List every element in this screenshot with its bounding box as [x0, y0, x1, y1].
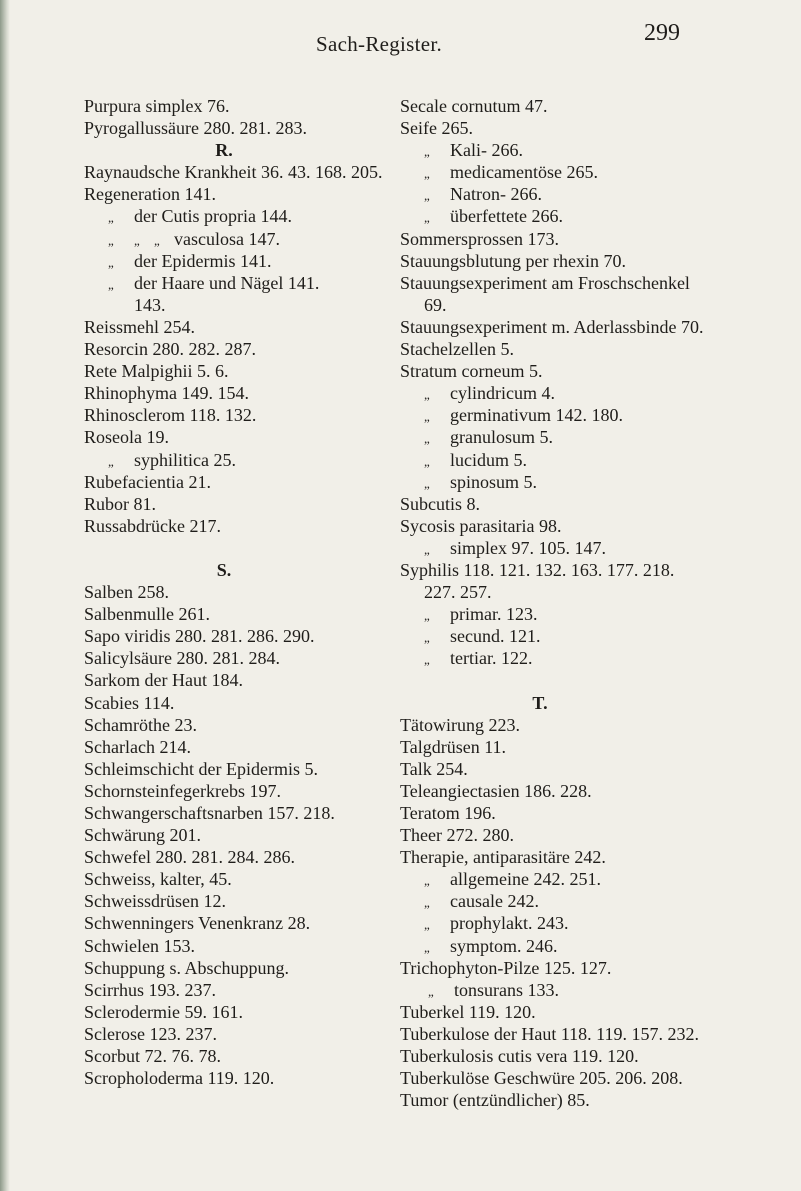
index-continuation: 143.: [134, 294, 166, 315]
index-entry: Talk 254.: [400, 758, 468, 779]
ditto-mark: „: [424, 144, 430, 160]
index-entry: Salicylsäure 280. 281. 284.: [84, 648, 280, 669]
ditto-mark: „: [424, 652, 430, 668]
index-subentry: „ causale 242.: [400, 890, 700, 912]
ditto-mark: „: [108, 254, 114, 270]
index-entry: Resorcin 280. 282. 287.: [84, 339, 256, 360]
index-entry: Teratom 196.: [400, 803, 496, 823]
ditto-mark: „: [424, 541, 430, 557]
ditto-mark: „: [424, 166, 430, 182]
left-column: [84, 95, 384, 1089]
ditto-mark: „: [108, 276, 114, 292]
index-entry: Regeneration 141.: [84, 184, 216, 205]
index-entry: Sarkom der Haut 184.: [84, 670, 243, 691]
index-entry: Scirrhus 193. 237.: [84, 979, 216, 1000]
ditto-mark: „: [108, 232, 114, 248]
right-column: [400, 95, 704, 1111]
section-letter-t: T.: [532, 692, 548, 713]
index-entry: Schleimschicht der Epidermis 5.: [84, 758, 318, 779]
index-continuation: 69.: [424, 294, 447, 315]
ditto-mark: „: [428, 983, 434, 999]
index-entry: Salben 258.: [84, 582, 169, 603]
index-subentry: „ der Haare und Nägel 141.: [84, 272, 384, 294]
index-entry: Secale cornutum 47.: [400, 96, 548, 116]
index-entry: Sycosis parasitaria 98.: [400, 515, 562, 536]
index-subentry: „ secund. 121.: [400, 625, 700, 647]
index-entry: Raynaudsche Krankheit 36. 43. 168. 205.: [84, 162, 383, 183]
index-entry: Stachelzellen 5.: [400, 339, 514, 360]
page-number: 299: [644, 20, 680, 46]
ditto-mark: „: [424, 431, 430, 447]
index-subentry: „ überfettete 266.: [400, 205, 700, 227]
index-entry: Schweissdrüsen 12.: [84, 891, 226, 912]
index-entry: Tuberkulöse Geschwüre 205. 206. 208.: [400, 1068, 683, 1089]
index-entry: Schweiss, kalter, 45.: [84, 869, 232, 890]
ditto-mark: „: [424, 608, 430, 624]
index-subentry: „ spinosum 5.: [400, 471, 700, 493]
index-entry: Trichophyton-Pilze 125. 127.: [400, 957, 612, 978]
index-entry: Teleangiectasien 186. 228.: [400, 780, 592, 801]
index-subentry: „ symptom. 246.: [400, 935, 700, 957]
index-entry: Purpura simplex 76.: [84, 96, 230, 116]
page-header: [0, 20, 801, 60]
index-subentry: „ Kali- 266.: [400, 139, 700, 161]
index-entry: Scorbut 72. 76. 78.: [84, 1046, 221, 1067]
index-entry: Sclerose 123. 237.: [84, 1023, 217, 1044]
index-entry: Stauungsexperiment m. Aderlassbinde 70.: [400, 316, 704, 337]
index-entry: Tuberkulosis cutis vera 119. 120.: [400, 1046, 639, 1067]
ditto-mark: „: [424, 188, 430, 204]
index-subentry: „ tonsurans 133.: [400, 979, 700, 1001]
section-letter-s: S.: [216, 559, 232, 580]
index-entry: Talgdrüsen 11.: [400, 736, 507, 757]
ditto-mark: „: [424, 409, 430, 425]
index-subentry: „ simplex 97. 105. 147.: [400, 537, 700, 559]
index-subentry: „ allgemeine 242. 251.: [400, 868, 700, 890]
index-subentry: „ cylindricum 4.: [400, 382, 700, 404]
index-entry: Stauungsexperiment am Froschschenkel: [400, 272, 690, 293]
index-entry: Sapo viridis 280. 281. 286. 290.: [84, 626, 315, 647]
index-entry: Scharlach 214.: [84, 736, 191, 757]
index-entry: Schwefel 280. 281. 284. 286.: [84, 847, 295, 868]
index-entry: Tuberkulose der Haut 118. 119. 157. 232.: [400, 1023, 699, 1044]
index-entry: Syphilis 118. 121. 132. 163. 177. 218.: [400, 559, 675, 580]
index-entry: Rete Malpighii 5. 6.: [84, 361, 229, 382]
index-entry: Therapie, antiparasitäre 242.: [400, 847, 606, 868]
index-entry: Roseola 19.: [84, 427, 169, 448]
index-entry: Pyrogallussäure 280. 281. 283.: [84, 118, 307, 139]
index-entry: Stratum corneum 5.: [400, 361, 543, 382]
running-title: Sach-Register.: [316, 32, 443, 56]
ditto-mark: „: [424, 873, 430, 889]
ditto-mark: „: [424, 895, 430, 911]
index-subentry: „ lucidum 5.: [400, 449, 700, 471]
index-subentry: „ medicamentöse 265.: [400, 161, 700, 183]
index-subentry: „ Natron- 266.: [400, 183, 700, 205]
index-entry: Schwenningers Venenkranz 28.: [84, 913, 311, 934]
ditto-mark: „: [424, 917, 430, 933]
index-entry: Schwärung 201.: [84, 825, 201, 846]
index-entry: Reissmehl 254.: [84, 316, 195, 337]
index-entry: Rubor 81.: [84, 493, 156, 514]
index-entry: Stauungsblutung per rhexin 70.: [400, 250, 626, 271]
index-entry: Rhinophyma 149. 154.: [84, 383, 249, 404]
index-subentry: „ der Cutis propria 144.: [84, 205, 384, 227]
ditto-mark: „: [424, 475, 430, 491]
index-entry: Tätowirung 223.: [400, 714, 520, 735]
index-subentry: „ der Epidermis 141.: [84, 250, 384, 272]
index-entry: Salbenmulle 261.: [84, 604, 210, 625]
index-subentry: „ granulosum 5.: [400, 426, 700, 448]
index-entry: Schornsteinfegerkrebs 197.: [84, 780, 281, 801]
index-entry: Rubefacientia 21.: [84, 471, 211, 492]
ditto-mark: „: [424, 630, 430, 646]
index-entry: Russabdrücke 217.: [84, 515, 221, 536]
index-entry: Schamröthe 23.: [84, 714, 197, 735]
ditto-mark: „: [134, 232, 140, 248]
index-subentry: „ primar. 123.: [400, 603, 700, 625]
index-entry: Seife 265.: [400, 118, 473, 139]
index-entry: Sclerodermie 59. 161.: [84, 1001, 243, 1022]
ditto-mark: „: [424, 453, 430, 469]
section-letter-r: R.: [215, 140, 233, 161]
index-subentry: „ syphilitica 25.: [84, 449, 384, 471]
index-subentry: „ prophylakt. 243.: [400, 912, 700, 934]
index-entry: Sommersprossen 173.: [400, 228, 559, 249]
index-entry: Tuberkel 119. 120.: [400, 1001, 536, 1022]
index-subentry: „ „ „ vasculosa 147.: [84, 228, 384, 250]
index-entry: Theer 272. 280.: [400, 825, 514, 846]
index-entry: Tumor (entzündlicher) 85.: [400, 1090, 590, 1111]
index-subentry: „ tertiar. 122.: [400, 647, 700, 669]
index-continuation: 227. 257.: [424, 582, 492, 603]
index-entry: Subcutis 8.: [400, 493, 481, 514]
index-entry: Scropholoderma 119. 120.: [84, 1068, 275, 1089]
index-entry: Schuppung s. Abschuppung.: [84, 957, 290, 978]
ditto-mark: „: [424, 210, 430, 226]
ditto-mark: „: [108, 210, 114, 226]
ditto-mark: „: [108, 453, 114, 469]
index-entry: Rhinosclerom 118. 132.: [84, 405, 257, 426]
ditto-mark: „: [154, 232, 160, 248]
page-edge-shadow: [0, 0, 10, 1191]
index-entry: Schwangerschaftsnarben 157. 218.: [84, 803, 335, 823]
index-entry: Schwielen 153.: [84, 935, 195, 956]
ditto-mark: „: [424, 939, 430, 955]
ditto-mark: „: [424, 387, 430, 403]
index-subentry: „ germinativum 142. 180.: [400, 404, 700, 426]
index-entry: Scabies 114.: [84, 692, 175, 713]
